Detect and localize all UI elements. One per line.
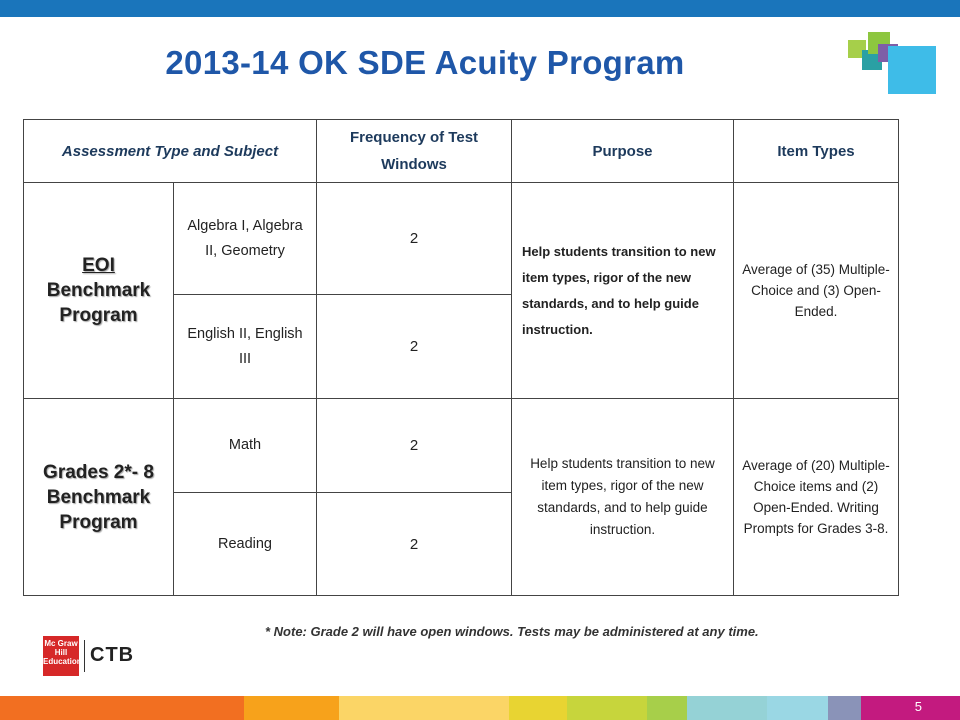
group-label-line: Benchmark — [46, 486, 151, 508]
color-segment — [567, 696, 647, 720]
group-label-line: Grades 2*- 8 — [43, 461, 154, 483]
frequency-cell: 2 — [317, 399, 512, 493]
group-label-line: Benchmark — [46, 280, 151, 301]
color-segment — [509, 696, 567, 720]
color-segment — [828, 696, 861, 720]
color-segment — [647, 696, 687, 720]
group-label-grades — [24, 399, 174, 596]
bottom-color-bar — [0, 696, 960, 720]
group-label-eoi — [24, 183, 174, 399]
subject-cell: Reading — [174, 493, 317, 596]
item-types-cell: Average of (20) Multiple-Choice items and (2) Open-Ended. Writing Prompts for Grades 3-8. — [734, 399, 899, 596]
header-item-types: Item Types — [734, 120, 899, 183]
color-segment — [687, 696, 767, 720]
slide-title: 2013-14 OK SDE Acuity Program — [165, 44, 685, 81]
mcgraw-hill-logo-box: Mc Graw Hill Education — [43, 636, 79, 676]
subject-cell: English II, English III — [174, 295, 317, 399]
header-assessment-type: Assessment Type and Subject — [24, 120, 317, 183]
group-label-line: Program — [59, 305, 138, 326]
color-segment — [244, 696, 339, 720]
header-frequency: Frequency of Test Windows — [317, 120, 512, 183]
ctb-logo-text: CTB — [90, 644, 135, 666]
group-label-line: Program — [59, 511, 138, 533]
color-segment — [767, 696, 828, 720]
decorative-squares-logo — [848, 30, 940, 96]
color-segment — [0, 696, 244, 720]
page-number: 5 — [914, 699, 922, 714]
item-types-cell: Average of (35) Multiple-Choice and (3) Open-Ended. — [734, 183, 899, 399]
table-row — [24, 183, 899, 295]
purpose-cell: Help students transition to new item types, rigor of the new standards, and to help guide instruction. — [512, 399, 734, 596]
group-label-line: EOI — [82, 255, 115, 276]
table-header-row — [24, 120, 899, 183]
subject-cell: Algebra I, Algebra II, Geometry — [174, 183, 317, 295]
purpose-cell: Help students transition to new item types, rigor of the new standards, and to help guide instruction. — [512, 183, 734, 399]
mcgraw-hill-ctb-logo — [43, 636, 138, 676]
acuity-program-table — [23, 119, 899, 596]
footnote: * Note: Grade 2 will have open windows. Tests may be administered at any time. — [265, 624, 759, 639]
logo-divider — [84, 640, 85, 672]
frequency-cell: 2 — [317, 493, 512, 596]
table-row — [24, 399, 899, 493]
color-segment — [339, 696, 509, 720]
frequency-cell: 2 — [317, 183, 512, 295]
frequency-cell: 2 — [317, 295, 512, 399]
subject-cell: Math — [174, 399, 317, 493]
header-purpose: Purpose — [512, 120, 734, 183]
color-segment — [861, 696, 960, 720]
top-accent-bar — [0, 0, 960, 17]
